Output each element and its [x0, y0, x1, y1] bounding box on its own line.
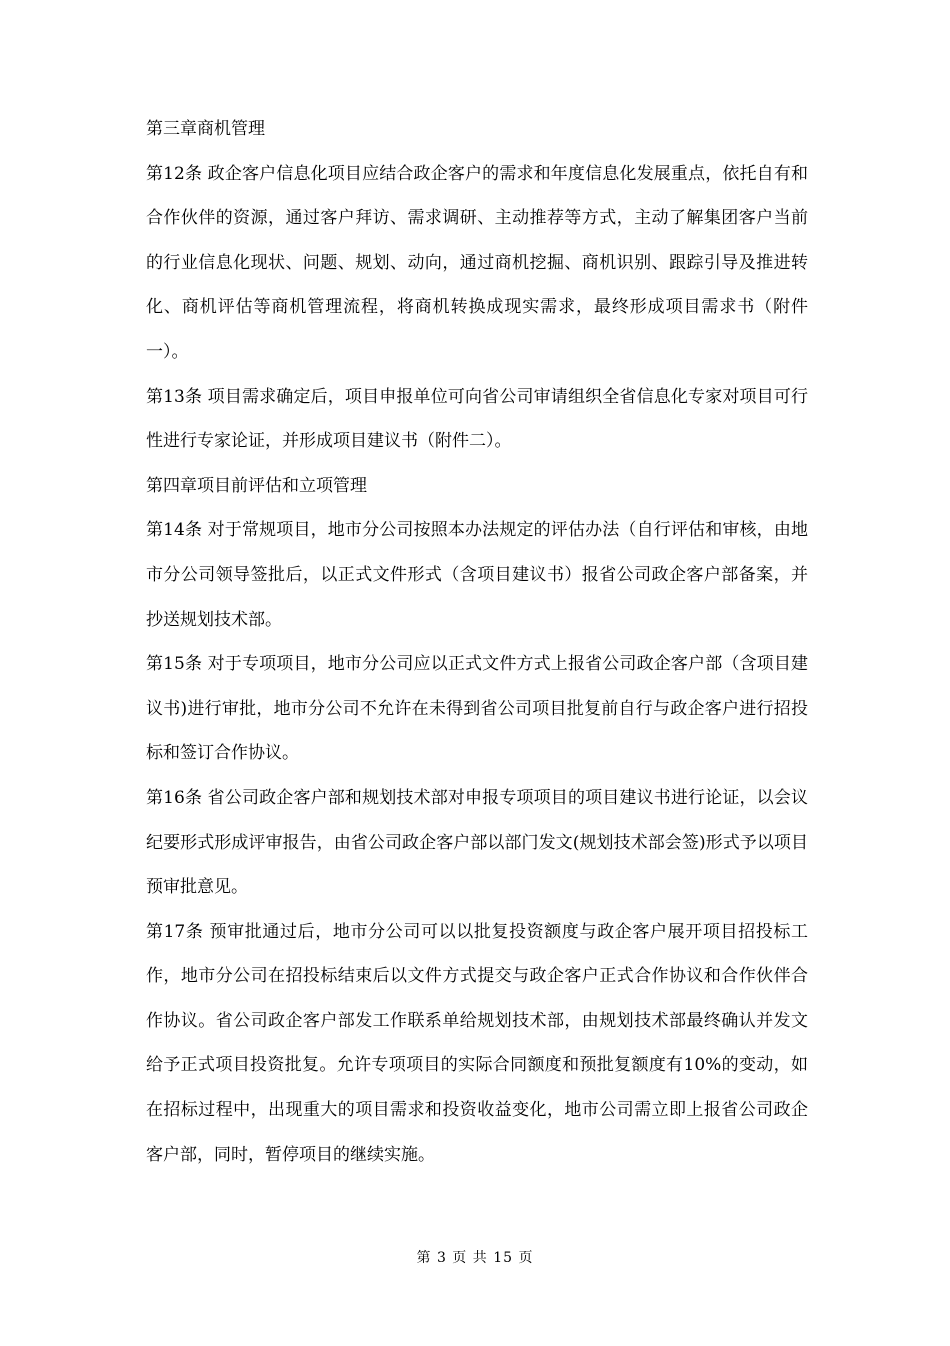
- article-paragraph: 第16条 省公司政企客户部和规划技术部对申报专项项目的项目建议书进行论证，以会议纪要形式形成评审报告，由省公司政企客户部以部门发文(规划技术部会签)形式予以项目预审批意见。: [146, 787, 808, 898]
- article-paragraph: 第14条 对于常规项目，地市分公司按照本办法规定的评估办法（自行评估和审核，由地市分公司领导签批后，以正式文件形式（含项目建议书）报省公司政企客户部备案，并抄送规划技术部。: [146, 520, 808, 630]
- chapter-heading: 第三章商机管理: [146, 119, 265, 139]
- chapter-heading: 第四章项目前评估和立项管理: [146, 475, 367, 496]
- article-paragraph: 第17条 预审批通过后，地市分公司可以以批复投资额度与政企客户展开项目招投标工作，地市分公司在招投标结束后以文件方式提交与政企客户正式合作协议和合作伙伴合作协议。省公司政企客户部发工作联系单给规划技术部，由规划技术部最终确认并发文给予正式项目投资批复。允许专项项目的实际合同额度和预批复额度有10%的变动，如在招标过程中，出现重大的项目需求和投资收益变化，地市公司需立即上报省公司政企客户部，同时，暂停项目的继续实施。: [146, 921, 808, 1165]
- article-paragraph: 第15条 对于专项项目，地市分公司应以正式文件方式上报省公司政企客户部（含项目建议书)进行审批，地市分公司不允许在未得到省公司项目批复前自行与政企客户进行招投标和签订合作协议。: [146, 654, 808, 764]
- article-paragraph: 第12条 政企客户信息化项目应结合政企客户的需求和年度信息化发展重点，依托自有和合作伙伴的资源，通过客户拜访、需求调研、主动推荐等方式，主动了解集团客户当前的行业信息化现状、问题、规划、动向，通过商机挖掘、商机识别、跟踪引导及推进转化、商机评估等商机管理流程，将商机转换成现实需求，最终形成项目需求书（附件一）。: [146, 163, 808, 362]
- article-paragraph: 第13条 项目需求确定后，项目申报单位可向省公司审请组织全省信息化专家对项目可行性进行专家论证，并形成项目建议书（附件二）。: [146, 386, 808, 452]
- page-number-footer: 第 3 页 共 15 页: [416, 1250, 534, 1266]
- document-body: [146, 107, 808, 1177]
